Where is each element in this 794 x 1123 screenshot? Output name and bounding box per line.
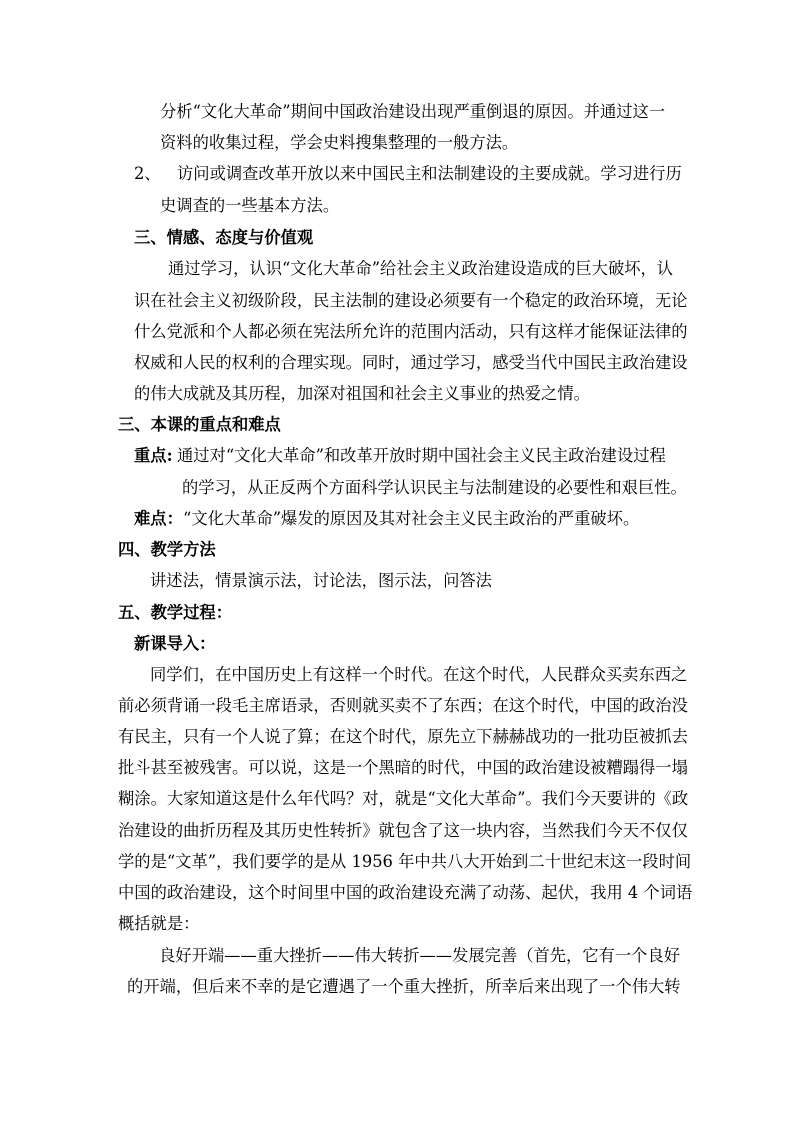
text-line: 良好开端——重大挫折——伟大转折——发展完善（首先，它有一个良好 (159, 946, 681, 965)
text-line: 学的是“文革”，我们要学的是从 1956 年中共八大开始到二十世纪末这一段时间 (118, 852, 692, 871)
text-line: 同学们，在中国历史上有这样一个时代。在这个时代，人民群众买卖东西之 (150, 665, 688, 684)
text-line: 中国的政治建设，这个时间里中国的政治建设充满了动荡、起伏，我用 4 个词语 (118, 883, 693, 902)
text-line: 识在社会主义初级阶段，民主法制的建设必须要有一个稳定的政治环境，无论 (134, 291, 688, 310)
text-line: 什么党派和个人都必须在宪法所允许的范围内活动，只有这样才能保证法律的 (134, 322, 688, 341)
text-line: 权威和人民的权利的合理实现。同时，通过学习，感受当代中国民主政治建设 (134, 353, 688, 372)
text-line: 的开端，但后来不幸的是它遭遇了一个重大挫折，所幸后来出现了一个伟大转 (127, 977, 681, 996)
text-line: 访问或调查改革开放以来中国民主和法制建设的主要成就。学习进行历 (177, 164, 682, 183)
text-line: 讲述法，情景演示法，讨论法，图示法，问答法 (150, 571, 492, 590)
section-heading: 三、情感、态度与价值观 (134, 228, 314, 247)
section-heading: 四、教学方法 (118, 540, 216, 559)
list-number: 2、 (134, 164, 161, 183)
text-line: 通过学习，认识“文化大革命”给社会主义政治建设造成的巨大破坏，认 (168, 259, 674, 278)
section-heading: 五、教学过程： (118, 603, 232, 622)
text-line: 批斗甚至被残害。可以说，这是一个黑暗的时代，中国的政治建设被糟蹋得一塌 (118, 758, 688, 777)
text-line: 有民主，只有一个人说了算；在这个时代，原先立下赫赫战功的一批功臣被抓去 (118, 727, 688, 746)
text-line: 的伟大成就及其历程，加深对祖国和社会主义事业的热爱之情。 (134, 384, 590, 403)
text-line: 通过对“文化大革命”和改革开放时期中国社会主义民主政治建设过程 (177, 446, 666, 465)
section-heading: 三、本课的重点和难点 (118, 415, 281, 434)
text-line: 分析“文化大革命”期间中国政治建设出现严重倒退的原因。并通过这一 (160, 102, 666, 121)
text-line: 的学习，从正反两个方面科学认识民主与法制建设的必要性和艰巨性。 (182, 478, 687, 497)
text-line: 史调查的一些基本方法。 (160, 196, 340, 215)
text-line: 治建设的曲折历程及其历史性转折》就包含了这一块内容，当然我们今天不仅仅 (118, 821, 688, 840)
text-line: 前必须背诵一段毛主席语录，否则就买卖不了东西；在这个时代，中国的政治没 (118, 696, 688, 715)
key-point-label: 重点: (134, 446, 173, 465)
text-line: “文化大革命”爆发的原因及其对社会主义民主政治的严重破坏。 (183, 509, 640, 528)
text-line: 糊涂。大家知道这是什么年代吗？对，就是“文化大革命”。我们今天要讲的《政 (118, 789, 689, 808)
text-line: 概括就是： (118, 914, 200, 933)
difficulty-label: 难点： (134, 509, 183, 528)
subsection-heading: 新课导入： (134, 634, 216, 653)
text-line: 资料的收集过程，学会史料搜集整理的一般方法。 (160, 133, 519, 152)
